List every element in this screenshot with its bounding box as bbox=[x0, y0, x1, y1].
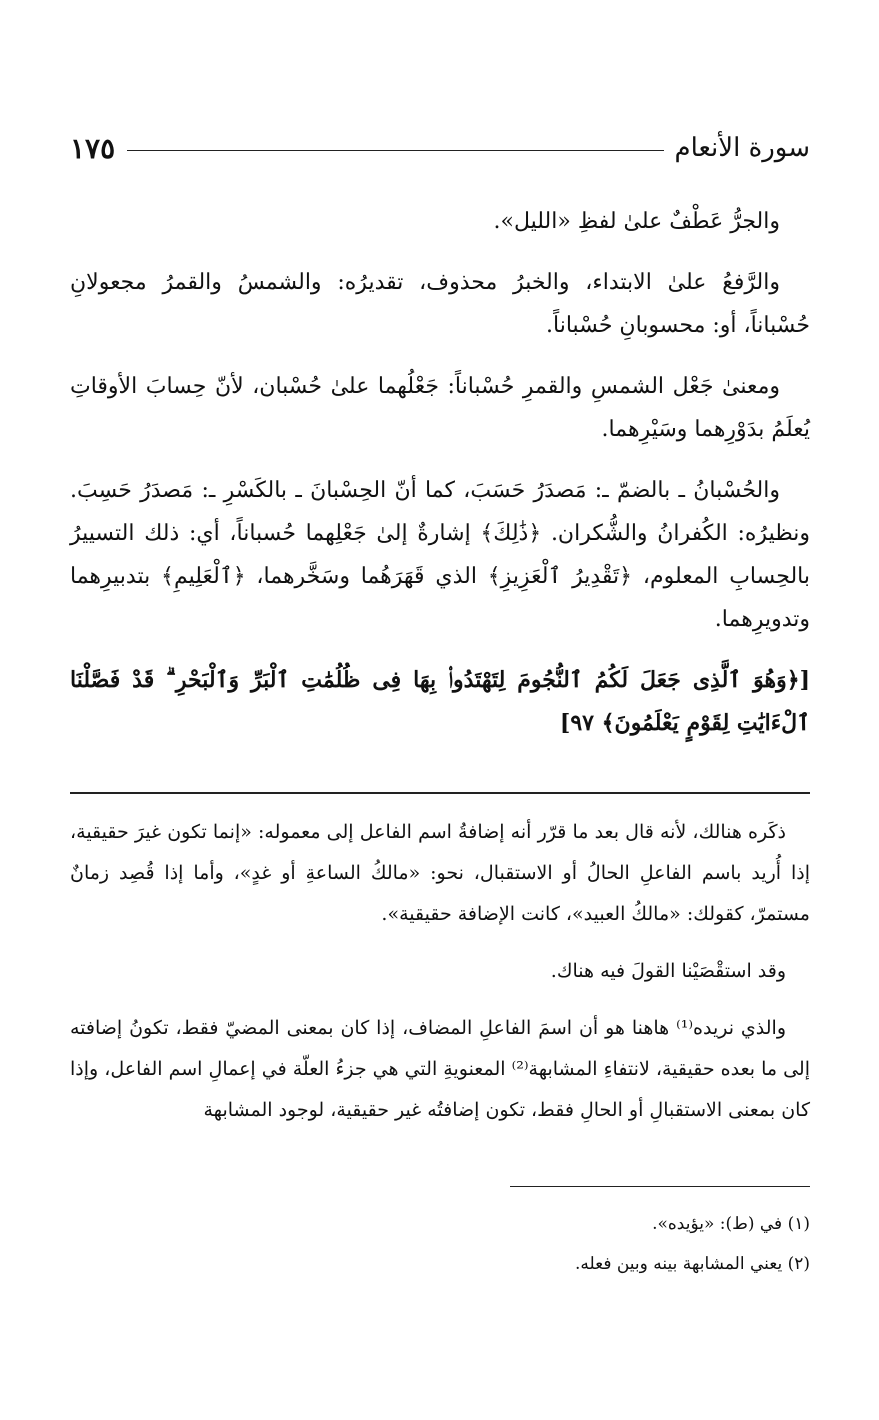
running-header bbox=[70, 128, 810, 168]
main-text bbox=[70, 200, 810, 745]
footnotes bbox=[70, 1206, 810, 1286]
book-page bbox=[70, 0, 810, 1420]
main-paragraph-2: والرَّفعُ علىٰ الابتداء، والخبرُ محذوف، تقديرُه: والشمسُ والقمرُ مجعولانِ حُسْباناً، أو: محسوبانِ حُسْباناً. bbox=[70, 270, 810, 338]
main-paragraph-3: ومعنىٰ جَعْل الشمسِ والقمرِ حُسْباناً: جَعْلُهما علىٰ حُسْبان، لأنّ حِسابَ الأوقاتِ يُعلَمُ بدَوْرِهما وسَيْرِهما. bbox=[70, 374, 810, 442]
quran-verse bbox=[70, 659, 810, 745]
commentary-paragraph-1: ذكَره هنالك، لأنه قال بعد ما قرّر أنه إضافةُ اسم الفاعل إلى معموله: «إنما تكون غيرَ حقيقية، إذا أُريد باسم الفاعلِ الحالُ أو الاستقبال، نحو: «مالكُ الساعةِ أو غدٍ»، وأما إذا قُصِد زمانٌ مستمرّ، كقولك: «مالكُ العبيد»، كانت الإضافة حقيقية». bbox=[70, 821, 810, 925]
header-rule bbox=[127, 150, 664, 151]
footnote-2: (٢) يعني المشابهة بينه وبين فعله. bbox=[574, 1254, 810, 1274]
commentary bbox=[70, 812, 810, 1147]
verse-number: ٩٧] bbox=[559, 710, 594, 736]
surah-title: سورة الأنعام bbox=[674, 133, 810, 163]
page-number: ١٧٥ bbox=[70, 131, 116, 165]
main-paragraph-1: والجرُّ عَطْفٌ علىٰ لفظِ «الليل». bbox=[493, 209, 780, 234]
commentary-paragraph-3: والذي نريده⁽¹⁾ هاهنا هو أن اسمَ الفاعلِ المضاف، إذا كان بمعنى المضيّ فقط، تكونُ إضافته إلى ما بعده حقيقية، لانتفاءِ المشابهة⁽²⁾ المعنويةِ التي هي جزءُ العلّة في إعمالِ اسم الفاعل، وإذا كان بمعنى الاستقبالِ أو الحالِ فقط، تكون إضافتُه غير حقيقية، لوجود المشابهة bbox=[70, 1017, 810, 1121]
main-paragraph-4: والحُسْبانُ ـ بالضمّ ـ: مَصدَرُ حَسَبَ، كما أنّ الحِسْبانَ ـ بالكَسْرِ ـ: مَصدَرُ حَسِبَ. ونظيرُه: الكُفرانُ والشُّكران. ﴿ذَٰلِكَ﴾ إشارةٌ إلىٰ جَعْلِهما حُسباناً، أي: ذلك التسييرُ بالحِسابِ المعلوم، ﴿تَقْدِيرُ ٱلْعَزِيزِ﴾ الذي قَهَرَهُما وسَخَّرهما، ﴿ٱلْعَلِيمِ﴾ بتدبيرِهما وتدويرِهما. bbox=[70, 478, 811, 632]
commentary-separator bbox=[70, 792, 810, 794]
footnote-separator bbox=[510, 1186, 810, 1187]
verse-text: [﴿وَهُوَ ٱلَّذِى جَعَلَ لَكُمُ ٱلنُّجُومَ لِتَهْتَدُوا۟ بِهَا فِى ظُلُمَٰتِ ٱلْبَرِّ وَٱلْبَحْرِ ۗ قَدْ فَصَّلْنَا ٱلْءَايَٰتِ لِقَوْمٍ يَعْلَمُونَ﴾ bbox=[70, 667, 810, 736]
commentary-paragraph-2: وقد استقْصَيْنا القولَ فيه هناك. bbox=[550, 960, 786, 982]
footnote-1: (١) في (ط): «يؤيده». bbox=[652, 1214, 810, 1234]
